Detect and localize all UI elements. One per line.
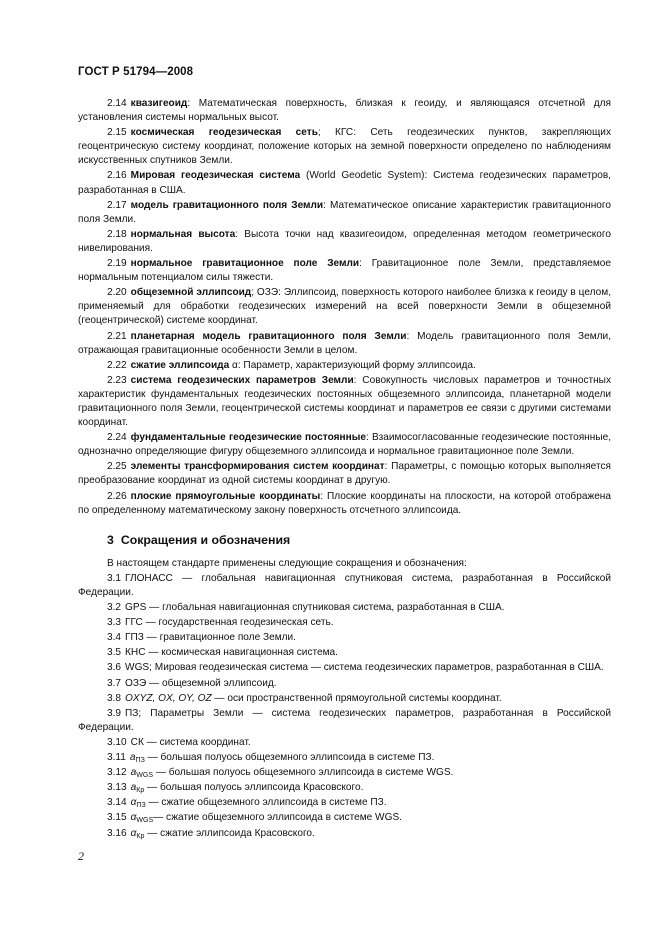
definition-item bbox=[78, 169, 611, 197]
definition-text: Взаимосогласованные геодезические постоянные, однозначно определяющие фигуру общеземного эллипсоида и нормальное гравитационное поле Земли. bbox=[78, 432, 611, 458]
definition-term: общеземной эллипсоид bbox=[130, 287, 252, 299]
definition-number: 2.22 bbox=[107, 359, 127, 371]
abbreviation-symbol: WGS bbox=[125, 662, 150, 674]
abbreviation-text: — большая полуось общеземного эллипсоида в системе ПЗ. bbox=[144, 752, 435, 764]
definition-term: плоские прямоугольные координаты bbox=[130, 490, 321, 502]
abbreviation-text: — общеземной эллипсоид. bbox=[146, 677, 277, 689]
abbreviation-item bbox=[78, 766, 611, 780]
definition-term: космическая геодезическая сеть bbox=[130, 127, 318, 139]
abbreviation-item bbox=[78, 811, 611, 825]
definition-term: сжатие эллипсоида bbox=[130, 359, 230, 371]
abbreviation-item bbox=[78, 781, 611, 795]
abbreviation-text: — сжатие общеземного эллипсоида в системе WGS. bbox=[153, 812, 402, 824]
abbreviation-number: 3.9 bbox=[107, 707, 122, 719]
abbreviation-subscript: WGS bbox=[136, 817, 154, 825]
abbreviation-text: — гравитационное поле Земли. bbox=[143, 632, 296, 644]
definition-number: 2.14 bbox=[107, 98, 127, 109]
abbreviation-symbol: ОЗЭ bbox=[125, 677, 147, 689]
definition-separator: : bbox=[187, 98, 191, 109]
abbreviation-symbol: СК bbox=[130, 736, 144, 748]
abbreviation-symbol: ПЗ bbox=[125, 707, 139, 719]
abbreviation-text: — государственная геодезическая сеть. bbox=[142, 617, 334, 629]
definition-number: 2.25 bbox=[107, 461, 127, 473]
definition-number: 2.21 bbox=[107, 330, 127, 342]
abbreviation-number: 3.4 bbox=[107, 632, 122, 644]
definitions-list bbox=[78, 97, 611, 518]
definition-term: модель гравитационного поля Земли bbox=[130, 199, 324, 211]
definition-item bbox=[78, 374, 611, 430]
abbreviation-subscript: ПЗ bbox=[135, 757, 145, 765]
definition-term: нормальная высота bbox=[130, 228, 236, 240]
definition-text: Гравитационное поле Земли, представляемое нормальным потенциалом силы тяжести. bbox=[78, 258, 611, 284]
definition-separator: ; bbox=[317, 127, 321, 139]
abbreviation-text: — космическая навигационная система. bbox=[145, 647, 338, 659]
definition-separator: : bbox=[235, 228, 239, 240]
definition-text: α: Параметр, характеризующий форму эллипсоида. bbox=[229, 359, 476, 371]
definition-text: Модель гравитационного поля Земли, отражающая гравитационные особенности Земли в целом. bbox=[78, 330, 611, 356]
definition-number: 2.16 bbox=[107, 170, 127, 182]
abbreviation-subscript: Кр bbox=[136, 832, 145, 840]
abbreviation-item bbox=[78, 646, 611, 660]
abbreviation-symbol: α bbox=[130, 797, 137, 809]
abbreviation-text: — оси пространственной прямоугольной системы координат. bbox=[211, 692, 502, 704]
definition-number: 2.23 bbox=[107, 374, 127, 386]
definition-term: фундаментальные геодезические постоянные bbox=[130, 432, 366, 444]
abbreviation-item bbox=[78, 572, 611, 600]
section-intro: В настоящем стандарте применены следующие сокращения и обозначения: bbox=[107, 557, 467, 569]
definition-term: Мировая геодезическая система bbox=[130, 170, 301, 182]
abbreviation-number: 3.6 bbox=[107, 662, 122, 674]
definition-separator: : bbox=[323, 199, 326, 211]
definition-separator: ; bbox=[251, 287, 255, 299]
abbreviation-text: — сжатие эллипсоида Красовского. bbox=[144, 827, 315, 839]
definition-text: Математическое описание характеристик гравитационного поля Земли. bbox=[78, 199, 611, 225]
section-heading bbox=[78, 533, 611, 547]
abbreviation-item bbox=[78, 827, 611, 841]
definition-item bbox=[78, 286, 611, 328]
document-header: ГОСТ Р 51794—2008 bbox=[78, 66, 194, 78]
definition-text: Параметры, с помощью которых выполняется преобразование координат из одной системы координат в другую. bbox=[78, 461, 611, 487]
abbreviation-item bbox=[78, 796, 611, 810]
abbreviation-text: ; Мировая геодезическая система — система геодезических параметров, разработанная в США. bbox=[149, 662, 604, 674]
definition-term: квазигеоид bbox=[130, 98, 188, 109]
abbreviation-text: — сжатие общеземного эллипсоида в системе ПЗ. bbox=[145, 797, 387, 809]
definition-item bbox=[78, 460, 611, 488]
abbreviation-number: 3.7 bbox=[107, 677, 122, 689]
abbreviation-item bbox=[78, 601, 611, 615]
abbreviation-symbol: ГЛОНАСС bbox=[125, 572, 173, 584]
abbreviation-item bbox=[78, 677, 611, 691]
abbreviation-item bbox=[78, 661, 611, 675]
definition-text: КГС: Сеть геодезических пунктов, закрепляющих геоцентрическую систему координат, положение которых на земной поверхности определено по наблюдениям искусственных спутников Земли. bbox=[78, 127, 611, 167]
abbreviation-number: 3.5 bbox=[107, 647, 122, 659]
abbreviation-text: — глобальная навигационная спутниковая система, разработанная в Российской Федерации. bbox=[78, 572, 611, 598]
definition-separator: : bbox=[384, 461, 388, 473]
definition-item bbox=[78, 228, 611, 256]
definition-number: 2.19 bbox=[107, 258, 127, 270]
abbreviation-symbol: a bbox=[130, 767, 137, 779]
definition-item bbox=[78, 97, 611, 125]
abbreviation-subscript: WGS bbox=[136, 772, 154, 780]
definition-number: 2.15 bbox=[107, 127, 127, 139]
section-title: Сокращения и обозначения bbox=[120, 532, 291, 547]
abbreviation-number: 3.2 bbox=[107, 602, 122, 614]
abbreviation-item bbox=[78, 616, 611, 630]
abbreviation-symbol: ГГС bbox=[125, 617, 143, 629]
abbreviation-symbol: a bbox=[129, 752, 136, 764]
definition-item bbox=[78, 359, 611, 373]
definition-term: элементы трансформирования систем координат bbox=[130, 461, 385, 473]
abbreviation-text: ; Параметры Земли — система геодезических параметров, разработанная в Российской Федерации. bbox=[78, 707, 611, 733]
definition-separator: : bbox=[406, 330, 410, 342]
abbreviation-number: 3.10 bbox=[107, 736, 127, 748]
abbreviation-subscript: Кр bbox=[136, 787, 145, 795]
abbreviation-number: 3.1 bbox=[107, 572, 122, 584]
abbreviations-list bbox=[78, 572, 611, 841]
definition-separator: : bbox=[320, 490, 324, 502]
definition-text: Плоские координаты на плоскости, на которой отображена по определенному математическому закону поверхность отсчетного эллипсоида. bbox=[78, 490, 611, 516]
definition-number: 2.18 bbox=[107, 228, 127, 240]
abbreviation-number: 3.12 bbox=[107, 767, 127, 779]
abbreviation-symbol: GPS bbox=[125, 602, 147, 614]
abbreviation-number: 3.13 bbox=[107, 782, 127, 794]
abbreviation-symbol: OXYZ, OX, OY, OZ bbox=[125, 692, 212, 704]
document-body bbox=[78, 97, 611, 842]
page-number: 2 bbox=[78, 849, 84, 863]
definition-text: ОЗЭ: Эллипсоид, поверхность которого наиболее близка к геоиду в целом, применяемый для обработки геодезических измерений на всей поверхности Земли в общеземной (геоцентрической) системе координат. bbox=[78, 287, 611, 327]
abbreviation-number: 3.11 bbox=[107, 752, 126, 764]
definition-number: 2.20 bbox=[107, 287, 127, 299]
definition-text: (World Geodetic System): Система геодезических параметров, разработанная в США. bbox=[78, 170, 611, 196]
definition-item bbox=[78, 330, 611, 358]
abbreviation-item bbox=[78, 736, 611, 750]
abbreviation-subscript: ПЗ bbox=[136, 802, 146, 810]
definition-separator: : bbox=[359, 258, 362, 270]
abbreviation-number: 3.15 bbox=[107, 812, 127, 824]
abbreviation-number: 3.8 bbox=[107, 692, 122, 704]
abbreviation-symbol: КНС bbox=[125, 647, 146, 659]
abbreviation-symbol: α bbox=[130, 812, 137, 824]
definition-text: Высота точки над квазигеоидом, определенная методом геометрического нивелирования. bbox=[78, 228, 611, 254]
definition-term: планетарная модель гравитационного поля Земли bbox=[130, 330, 407, 342]
definition-item bbox=[78, 257, 611, 285]
definition-number: 2.26 bbox=[107, 490, 127, 502]
abbreviation-number: 3.16 bbox=[107, 827, 127, 839]
abbreviation-text: — большая полуось общеземного эллипсоида в системе WGS. bbox=[153, 767, 454, 779]
abbreviation-number: 3.3 bbox=[107, 617, 122, 629]
abbreviation-number: 3.14 bbox=[107, 797, 127, 809]
abbreviation-item bbox=[78, 707, 611, 735]
abbreviation-text: — глобальная навигационная спутниковая система, разработанная в США. bbox=[146, 602, 505, 614]
definition-item bbox=[78, 490, 611, 518]
definition-item bbox=[78, 199, 611, 227]
definition-text: Математическая поверхность, близкая к геоиду, и являющаяся отсчетной для установления системы нормальных высот. bbox=[78, 98, 611, 124]
abbreviation-text: — большая полуось эллипсоида Красовского. bbox=[144, 782, 364, 794]
definition-number: 2.24 bbox=[107, 432, 127, 444]
definition-term: система геодезических параметров Земли bbox=[130, 374, 354, 386]
abbreviation-symbol: ГПЗ bbox=[125, 632, 144, 644]
definition-text: Совокупность числовых параметров и точностных характеристик фундаментальных геодезических постоянных общеземного эллипсоида, планетарной модели гравитационного поля Земли, геоцентрической системы координат и параметров ее связи с другими системами координат. bbox=[78, 374, 611, 429]
abbreviation-symbol: a bbox=[130, 782, 137, 794]
abbreviation-symbol: α bbox=[130, 827, 137, 839]
definition-term: нормальное гравитационное поле Земли bbox=[130, 258, 360, 270]
definition-item bbox=[78, 431, 611, 459]
section-number: 3 bbox=[107, 532, 114, 547]
abbreviation-item bbox=[78, 751, 611, 765]
abbreviation-item bbox=[78, 631, 611, 645]
definition-separator: : bbox=[365, 432, 369, 444]
definition-separator: : bbox=[353, 374, 357, 386]
definition-item bbox=[78, 126, 611, 168]
abbreviation-text: — система координат. bbox=[143, 736, 251, 748]
definition-number: 2.17 bbox=[107, 199, 127, 211]
abbreviation-item bbox=[78, 692, 611, 706]
